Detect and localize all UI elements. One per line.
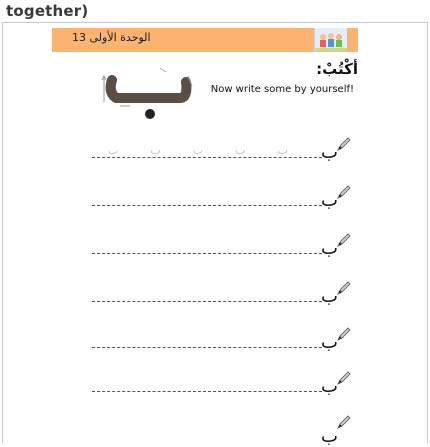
row-letter: ب	[321, 332, 338, 353]
unit-label: الوحدة الأولى 13	[72, 31, 151, 44]
page-heading: together)	[6, 2, 89, 20]
tracing-letter: ب	[277, 144, 288, 157]
practice-row-5[interactable]	[92, 328, 352, 354]
write-title: أكْتُبْ:	[316, 60, 358, 78]
row-letter: ب	[321, 190, 338, 211]
pencil-icon	[336, 370, 352, 386]
pencil-icon	[336, 280, 352, 296]
row-letter: ب	[321, 426, 338, 447]
row-letter: ب	[321, 238, 338, 259]
pencil-icon	[336, 326, 352, 342]
row-letter: ب	[321, 376, 338, 397]
row-letter: ب	[321, 142, 338, 163]
tracing-letter: ب	[235, 144, 246, 157]
dashed-writing-line	[92, 157, 322, 158]
dashed-writing-line	[92, 253, 322, 254]
practice-row-2[interactable]	[92, 186, 352, 212]
practice-row-6[interactable]	[92, 372, 352, 398]
row-letter: ب	[321, 286, 338, 307]
dashed-writing-line	[92, 347, 322, 348]
tracing-letter: ب	[108, 144, 119, 157]
practice-row-4[interactable]	[92, 282, 352, 308]
tracing-letters	[108, 144, 288, 157]
practice-row-1[interactable]	[92, 138, 352, 164]
model-letter-baa-icon	[100, 62, 196, 126]
pencil-icon	[336, 414, 352, 430]
practice-row-3[interactable]	[92, 234, 352, 260]
dashed-writing-line	[92, 391, 322, 392]
dashed-writing-line	[92, 205, 322, 206]
instruction-text: Now write some by yourself!	[210, 84, 354, 95]
unit-header-band	[52, 28, 358, 52]
pencil-icon	[336, 136, 352, 152]
tracing-letter: ب	[192, 144, 204, 157]
practice-row-7[interactable]	[92, 406, 352, 447]
dashed-writing-line	[92, 301, 322, 302]
tracing-letter: ب	[150, 144, 161, 157]
pencil-icon	[336, 184, 352, 200]
pencil-icon	[336, 232, 352, 248]
children-illustration-icon	[314, 28, 347, 52]
